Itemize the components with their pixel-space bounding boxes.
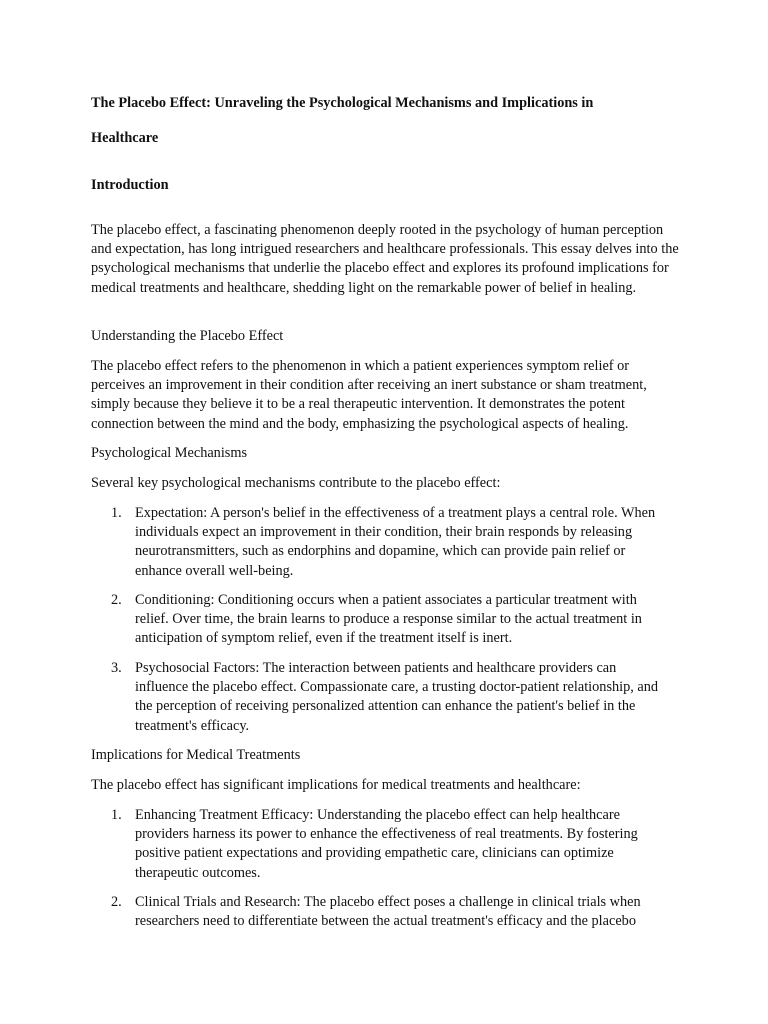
list-item-number: 1. xyxy=(111,505,122,521)
implications-intro: The placebo effect has significant implications for medical treatments and healthcare: xyxy=(91,777,581,793)
introduction-paragraph: The placebo effect, a fascinating phenomenon deeply rooted in the psychology of human perception and expectation, has long intrigued researchers and healthcare professionals. This essay delves into the psychological mechanisms that underlie the placebo effect and explores its profound implications for medical treatments and healthcare, shedding light on the remarkable power of belief in healing. xyxy=(91,222,679,296)
list-item-text: Clinical Trials and Research: The placebo effect poses a challenge in clinical trials when researchers need to differentiate between the actual treatment's efficacy and the placebo xyxy=(135,894,641,930)
list-item-text: Enhancing Treatment Efficacy: Understanding the placebo effect can help healthcare providers harness its power to enhance the effectiveness of real treatments. By fostering positive patient expectations and providing empathetic care, clinicians can optimize therapeutic outcomes. xyxy=(135,807,638,881)
understanding-paragraph: The placebo effect refers to the phenomenon in which a patient experiences symptom relief or perceives an improvement in their condition after receiving an inert substance or sham treatment, simply because they believe it to be a real therapeutic intervention. It demonstrates the potent connection between the mind and the body, emphasizing the psychological aspects of healing. xyxy=(91,358,647,432)
list-item-number: 1. xyxy=(111,807,122,823)
list-item-text: Conditioning: Conditioning occurs when a patient associates a particular treatment with relief. Over time, the brain learns to produce a response similar to the actual treatment in anticipation of symptom relief, even if the treatment itself is inert. xyxy=(135,592,642,647)
mechanisms-intro: Several key psychological mechanisms contribute to the placebo effect: xyxy=(91,475,501,491)
understanding-heading: Understanding the Placebo Effect xyxy=(91,328,284,344)
list-item-text: Expectation: A person's belief in the effectiveness of a treatment plays a central role. When individuals expect an improvement in their condition, their brain responds by releasing neurotransmitters, such as endorphins and dopamine, which can provide pain relief or enhance overall well-being. xyxy=(135,505,656,579)
document-title-line-2: Healthcare xyxy=(91,130,159,146)
list-item-number: 3. xyxy=(111,660,122,676)
list-item-number: 2. xyxy=(111,592,122,608)
mechanisms-heading: Psychological Mechanisms xyxy=(91,445,248,461)
introduction-heading: Introduction xyxy=(91,177,169,193)
list-item-number: 2. xyxy=(111,894,122,910)
implications-heading: Implications for Medical Treatments xyxy=(91,747,301,763)
document-title-line-1: The Placebo Effect: Unraveling the Psychological Mechanisms and Implications in xyxy=(91,95,594,111)
list-item-text: Psychosocial Factors: The interaction between patients and healthcare providers can influence the placebo effect. Compassionate care, a trusting doctor-patient relationship, and the perception of receiving personalized attention can enhance the patient's belief in the treatment's efficacy. xyxy=(135,660,659,734)
